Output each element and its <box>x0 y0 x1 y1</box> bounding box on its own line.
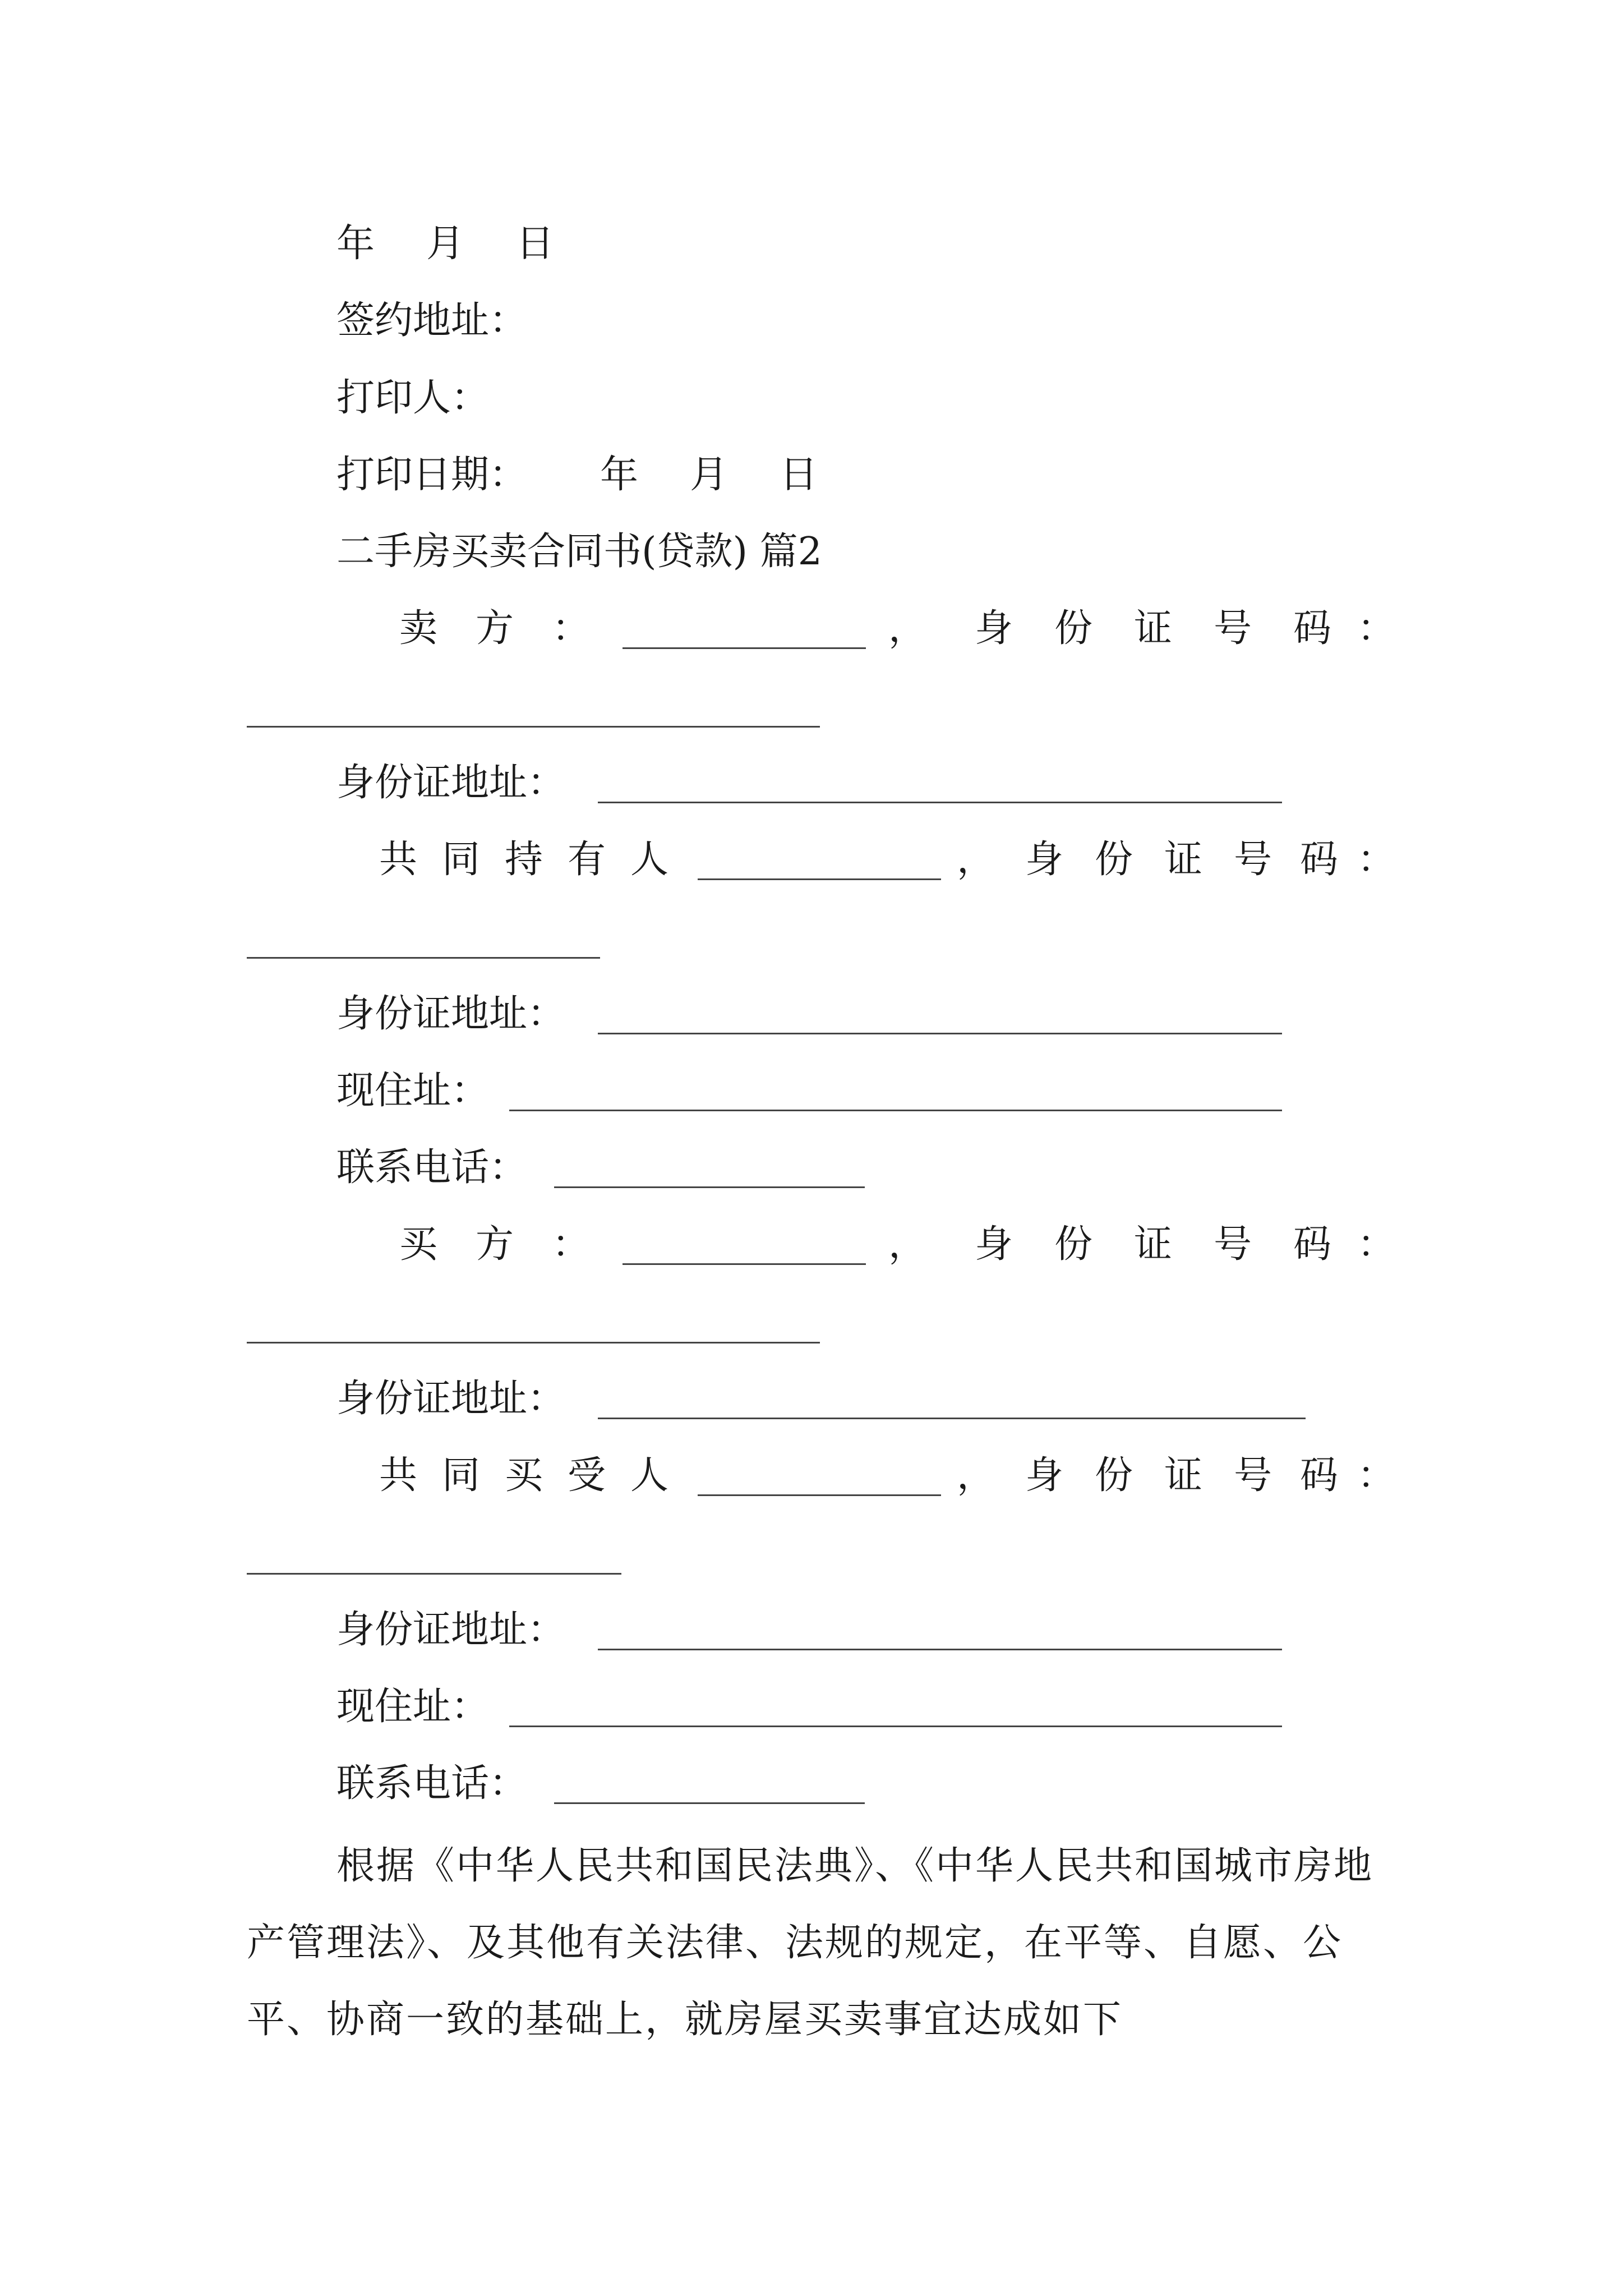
date-month: 月 <box>426 222 465 266</box>
co-buyer-comma: ， <box>957 1453 995 1498</box>
buyer-comma: ， <box>888 1222 927 1267</box>
co-buyer-current-address-line <box>0 1676 1623 1738</box>
co-owner-char: 持 <box>505 838 543 882</box>
co-buyer-current-address-label: 现住址： <box>336 1685 490 1729</box>
buyer-id-char: ： <box>1357 1222 1396 1267</box>
printer-label: 打印人： <box>336 376 490 420</box>
co-owner-current-address-blank <box>509 1110 1282 1111</box>
co-owner-id-char: 码 <box>1300 838 1339 882</box>
co-owner-id-char: 身 <box>1025 838 1064 882</box>
print-date-month: 月 <box>690 453 728 497</box>
sign-address-label: 签约地址： <box>336 298 528 343</box>
co-buyer-char: 同 <box>442 1453 481 1498</box>
buyer-char: 方 <box>476 1222 514 1267</box>
co-owner-id-char: ： <box>1357 838 1396 882</box>
co-buyer-id-char: 证 <box>1164 1453 1203 1498</box>
co-owner-line <box>0 829 1623 891</box>
co-owner-char: 共 <box>379 838 418 882</box>
buyer-name-blank <box>623 1263 866 1265</box>
co-owner-id-address-line <box>0 983 1623 1045</box>
buyer-id-char: 号 <box>1214 1222 1252 1267</box>
co-buyer-name-blank <box>698 1494 941 1496</box>
buyer-char: ： <box>552 1222 591 1267</box>
co-buyer-current-address-blank <box>509 1726 1282 1727</box>
section-title-line <box>0 521 1623 583</box>
co-owner-char: 同 <box>442 838 481 882</box>
seller-id-address-blank <box>598 802 1282 803</box>
sign-address-line <box>0 290 1623 352</box>
co-buyer-line <box>0 1445 1623 1507</box>
seller-id-char: 身 <box>975 606 1013 651</box>
co-owner-char: 人 <box>630 838 669 882</box>
buyer-id-blank <box>247 1342 820 1343</box>
buyer-id-char: 份 <box>1054 1222 1093 1267</box>
co-owner-id-char: 份 <box>1095 838 1133 882</box>
co-owner-comma: ， <box>957 838 995 882</box>
co-owner-id-blank <box>247 957 600 959</box>
co-buyer-id-char: ： <box>1357 1453 1396 1498</box>
buyer-id-char: 身 <box>975 1222 1013 1267</box>
date-line <box>0 213 1623 275</box>
co-owner-current-address-line <box>0 1060 1623 1122</box>
co-owner-phone-line <box>0 1137 1623 1199</box>
seller-id-char: 号 <box>1214 606 1252 651</box>
seller-id-char: ： <box>1357 606 1396 651</box>
print-date-year: 年 <box>600 453 639 497</box>
co-buyer-id-address-blank <box>598 1649 1282 1650</box>
co-owner-id-address-label: 身份证地址： <box>336 992 566 1036</box>
date-year: 年 <box>336 222 375 266</box>
print-date-label: 打印日期： <box>336 453 528 497</box>
co-buyer-id-char: 号 <box>1234 1453 1272 1498</box>
co-buyer-phone-blank <box>554 1802 865 1804</box>
co-buyer-phone-label: 联系电话： <box>336 1761 528 1806</box>
co-buyer-id-char: 身 <box>1025 1453 1064 1498</box>
seller-id-char: 码 <box>1293 606 1332 651</box>
printer-line <box>0 367 1623 429</box>
seller-id-address-label: 身份证地址： <box>336 761 566 805</box>
buyer-id-char: 码 <box>1293 1222 1332 1267</box>
section-title: 二手房买卖合同书(贷款) 篇2 <box>336 530 822 574</box>
co-buyer-id-char: 份 <box>1095 1453 1133 1498</box>
seller-char: 方 <box>476 606 514 651</box>
seller-id-char: 证 <box>1134 606 1173 651</box>
preamble-paragraph: 根据《中华人民共和国民法典》、《中华人民共和国城市房地产管理法》、及其他有关法律、法规的规定，在平等、自愿、公平、协商一致的基础上，就房屋买卖事宜达成如下 <box>247 1844 1374 2042</box>
buyer-id-char: 证 <box>1134 1222 1173 1267</box>
seller-comma: ， <box>888 606 927 651</box>
seller-id-char: 份 <box>1054 606 1093 651</box>
co-owner-id-char: 号 <box>1234 838 1272 882</box>
co-buyer-char: 买 <box>505 1453 543 1498</box>
co-buyer-char: 人 <box>630 1453 669 1498</box>
buyer-line <box>0 1214 1623 1276</box>
co-buyer-id-blank <box>247 1573 621 1575</box>
buyer-id-address-line <box>0 1368 1623 1430</box>
co-buyer-id-address-label: 身份证地址： <box>336 1608 566 1652</box>
seller-char: ： <box>552 606 591 651</box>
buyer-char: 买 <box>399 1222 438 1267</box>
co-owner-name-blank <box>698 878 941 880</box>
co-buyer-id-char: 码 <box>1300 1453 1339 1498</box>
co-owner-phone-label: 联系电话： <box>336 1145 528 1190</box>
seller-line <box>0 598 1623 660</box>
print-date-line <box>0 444 1623 506</box>
co-buyer-id-address-line <box>0 1599 1623 1661</box>
co-buyer-phone-line <box>0 1753 1623 1815</box>
co-buyer-char: 受 <box>568 1453 606 1498</box>
co-owner-id-address-blank <box>598 1033 1282 1034</box>
seller-id-address-line <box>0 752 1623 814</box>
co-buyer-char: 共 <box>379 1453 418 1498</box>
co-owner-current-address-label: 现住址： <box>336 1069 490 1113</box>
co-owner-phone-blank <box>554 1186 865 1188</box>
seller-char: 卖 <box>399 606 438 651</box>
buyer-id-address-blank <box>598 1418 1306 1419</box>
date-day: 日 <box>516 222 555 266</box>
print-date-day: 日 <box>780 453 818 497</box>
co-owner-id-char: 证 <box>1164 838 1203 882</box>
seller-id-blank <box>247 726 820 728</box>
co-owner-char: 有 <box>568 838 606 882</box>
buyer-id-address-label: 身份证地址： <box>336 1377 566 1421</box>
seller-name-blank <box>623 647 866 649</box>
